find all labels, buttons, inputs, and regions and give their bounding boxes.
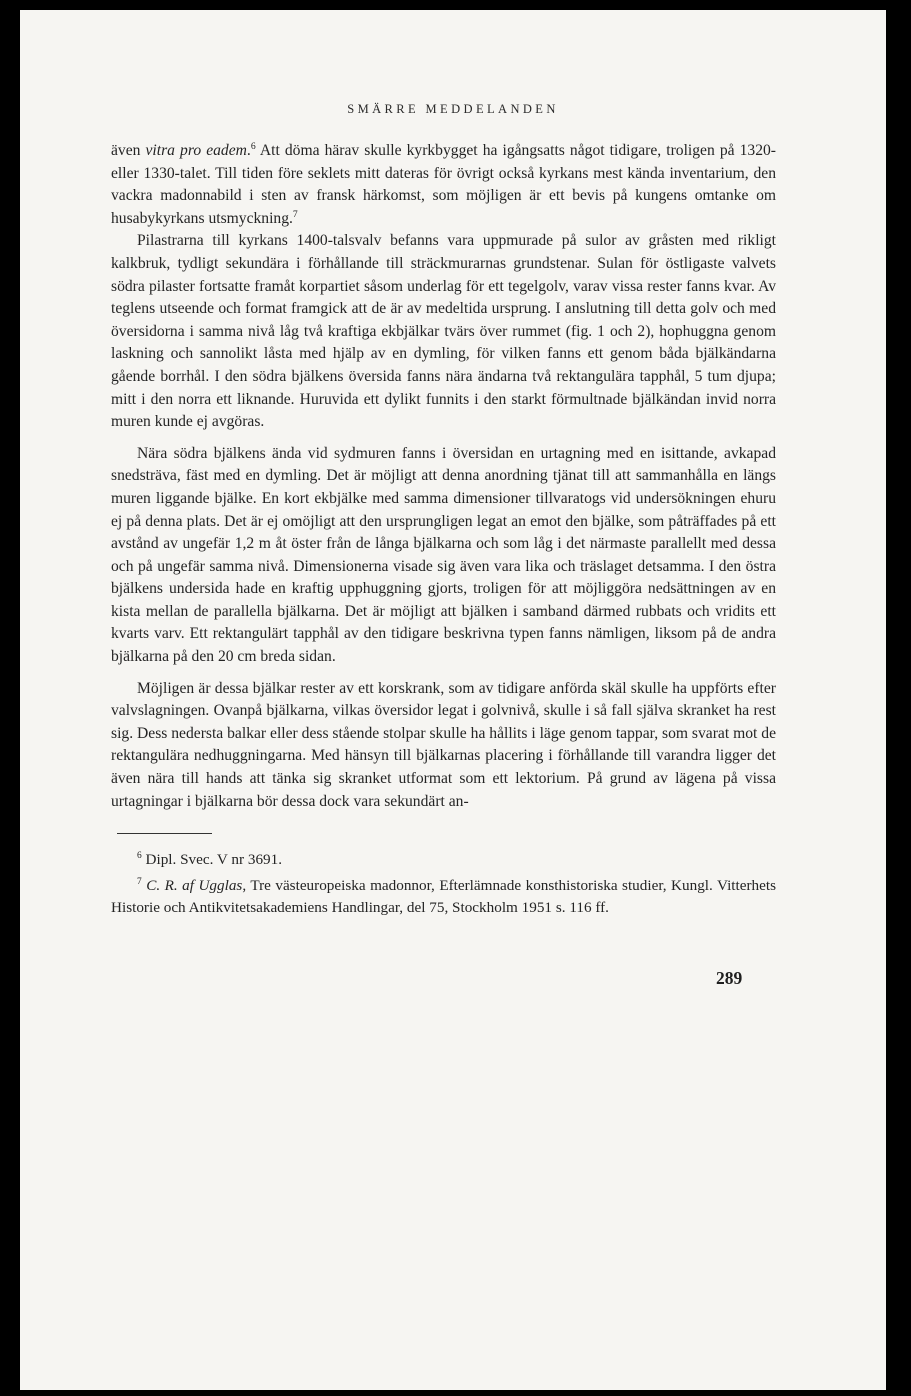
text-run: Dipl. Svec. V nr 3691.: [141, 851, 283, 868]
footnotes: [111, 849, 776, 920]
text-run: , Tre västeuropeiska madonnor, Efterlämnade konsthistoriska studier, Kungl. Vitterhets Historie och Antikvitetsakademiens Handlingar, del 75, Stockholm 1951 s. 116 ff.: [111, 877, 777, 917]
text-run: Nära södra bjälkens ända vid sydmuren fanns i översidan en urtagning med en isittande, avkapad snedsträva, fäst med en dymling. Det är möjligt att denna anordning tjänat till att sammanhålla en längs muren liggande bjälke. En kort ekbjälke med samma dimensioner tillvaratogs vid undersökningen ehuru ej på denna plats. Det är ej omöjligt att den ursprungligen legat an emot den bjälke, som påträffades på ett avstånd av ungefär 1,2 m åt öster från de långa bjälkarna och som låg i det närmaste parallellt med dessa och på ungefär samma nivå. Dimensionerna visade sig även vara lika och träslaget detsamma. I den östra bjälkens undersida hade en kraftig upphuggning gjorts, troligen för att möjliggöra nedsättningen av en kista mellan de parallella bjälkarna. Det är möjligt att bjälken i samband därmed rubbats och vridits ett kvarts varv. Ett rektangulärt tapphål av den tidigare beskrivna typen fanns nämligen, liksom på de andra bjälkarna på den 20 cm breda sidan.: [111, 444, 776, 666]
footnote-marker: 7: [292, 208, 298, 220]
footnote: [111, 849, 776, 871]
text-run: .: [246, 142, 251, 159]
text-run: Pilastrarna till kyrkans 1400-talsvalv befanns vara uppmurade på sulor av gråsten med rikligt kalkbruk, tydligt sekundära i förhållande till sträckmurarnas grundstenar. Sulan för östligaste valvets södra pilaster fortsatte framåt korpartiet såsom underlag för ett tegelgolv, varav vissa rester fanns kvar. Av teglens utseende och format framgick att de är av medeltida ursprung. I anslutning till detta golv och med översidorna i samma nivå låg två kraftiga ekbjälkar tvärs över rummet (fig. 1 och 2), hophuggna genom laskning och sannolikt låsta med hjälp av en dymling, för vilken fanns ett genom båda bjälkändarna gående borrhål. I den södra bjälkens översida fanns nära ändarna två rektangulära tapphål, 5 tum djupa; mitt i den norra ett liknande. Huruvida ett dylikt funnits i den starkt förmultnade bjälkändan invid norra muren kunde ej avgöras.: [111, 232, 776, 431]
italic-text: C. R. af Ugglas: [146, 877, 243, 895]
footnote: [111, 875, 776, 919]
footnote-rule: [117, 833, 212, 834]
text-run: även: [111, 142, 146, 159]
paragraph: [111, 443, 776, 669]
italic-text: vitra pro eadem: [145, 142, 247, 159]
footnote-marker: 7: [137, 877, 142, 888]
paragraph: [111, 230, 776, 433]
page-sheet: [20, 10, 886, 1390]
text-run: Att döma härav skulle kyrkbygget ha igångsatts något tidigare, troligen på 1320- eller 1330-talet. Till tiden före seklets mitt dateras för övrigt också kyrkans mest kända inventarium, den vackra madonnabild i sten av fransk härkomst, som möjligen är ett bevis på kungens omtanke om husabykyrkans utsmyckning.: [111, 142, 777, 227]
body-text: [111, 140, 776, 813]
page-number: 289: [716, 968, 743, 988]
footnote-marker: 6: [137, 850, 142, 861]
footnote-marker: 6: [250, 140, 256, 152]
running-head: SMÄRRE MEDDELANDEN: [347, 102, 559, 116]
paragraph: [111, 140, 776, 230]
paragraph: [111, 678, 776, 814]
text-run: Möjligen är dessa bjälkar rester av ett korskrank, som av tidigare anförda skäl skulle ha uppförts efter valvslagningen. Ovanpå bjälkarna, vilkas översidor legat i golvnivå, skulle i så fall själva skranket ha rest sig. Dess nedersta balkar eller dess stående stolpar skulle ha hållits i läge genom tappar, som svarat mot de rektangulära nedhuggningarna. Med hänsyn till bjälkarnas placering i förhållande till varandra ligger det även nära till hands att tänka sig skranket utformat som ett lektorium. På grund av lägena på vissa urtagningar i bjälkarna bör dessa dock vara sekundärt an-: [111, 679, 776, 810]
